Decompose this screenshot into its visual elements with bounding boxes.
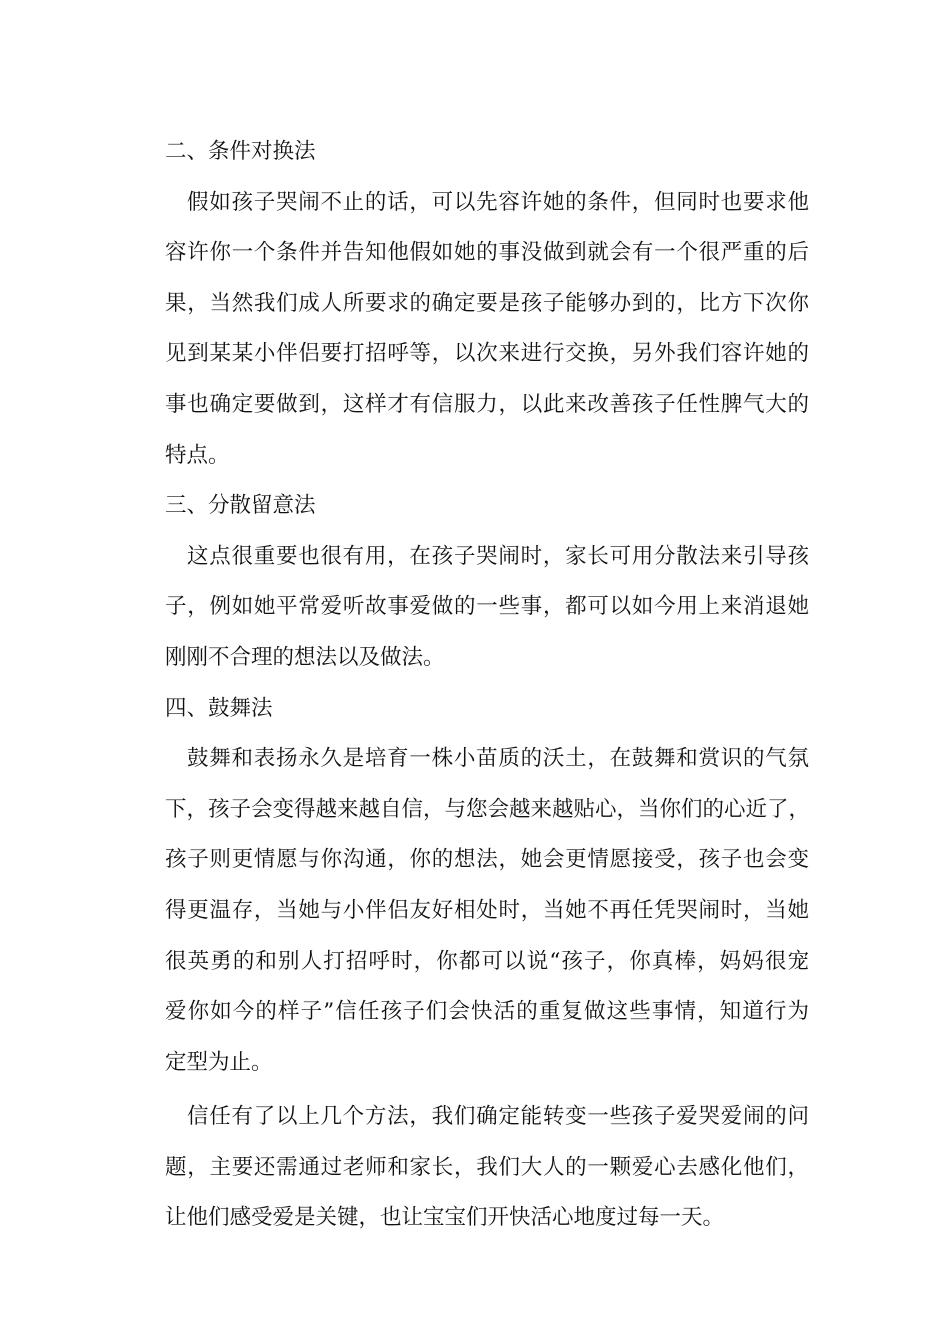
section-heading: 四、鼓舞法 bbox=[165, 695, 273, 721]
paragraph-line: 让他们感受爱是关键，也让宝宝们开快活心地度过每一天。 bbox=[165, 1205, 725, 1231]
paragraph-line: 题，主要还需通过老师和家长，我们大人的一颗爱心去感化他们， bbox=[165, 1154, 809, 1180]
paragraph-line: 刚刚不合理的想法以及做法。 bbox=[165, 644, 445, 670]
paragraph-line: 鼓舞和表扬永久是培育一株小苗质的沃土，在鼓舞和赏识的气氛 bbox=[187, 746, 809, 772]
section-paragraph bbox=[143, 532, 809, 684]
paragraph-line: 信任有了以上几个方法，我们确定能转变一些孩子爱哭爱闹的问 bbox=[187, 1104, 809, 1130]
paragraph-line: 得更温存，当她与小伴侣友好相处时，当她不再任凭哭闹时，当她 bbox=[165, 897, 809, 923]
paragraph-line: 果，当然我们成人所要求的确定要是孩子能够办到的，比方下次你 bbox=[165, 290, 809, 316]
paragraph-line: 假如孩子哭闹不止的话，可以先容许她的条件，但同时也要求他 bbox=[187, 189, 809, 215]
section-heading: 二、条件对换法 bbox=[165, 139, 316, 164]
paragraph-line: 这点很重要也很有用，在孩子哭闹时，家长可用分散法来引导孩 bbox=[187, 543, 809, 569]
section-paragraph bbox=[143, 178, 809, 482]
section-paragraph bbox=[143, 734, 809, 1088]
paragraph-line: 下，孩子会变得越来越自信，与您会越来越贴心，当你们的心近了， bbox=[165, 796, 811, 822]
paragraph-line: 见到某某小伴侣要打招呼等，以次来进行交换，另外我们容许她的 bbox=[165, 341, 809, 367]
paragraph-line: 子，例如她平常爱听故事爱做的一些事，都可以如今用上来消退她 bbox=[165, 594, 809, 620]
paragraph-line: 容许你一个条件并告知他假如她的事没做到就会有一个很严重的后 bbox=[165, 240, 809, 266]
paragraph-line: 定型为止。 bbox=[165, 1049, 273, 1075]
paragraph-line: 爱你如今的样子”信任孩子们会快活的重复做这些事情，知道行为 bbox=[165, 999, 809, 1025]
paragraph-line: 特点。 bbox=[165, 442, 230, 468]
section-heading: 三、分散留意法 bbox=[165, 493, 316, 519]
paragraph-line: 很英勇的和别人打招呼时，你都可以说“孩子，你真棒，妈妈很宠 bbox=[165, 948, 809, 974]
closing-paragraph bbox=[143, 1092, 809, 1244]
paragraph-line: 孩子则更情愿与你沟通，你的想法，她会更情愿接受，孩子也会变 bbox=[165, 847, 809, 873]
document-body bbox=[143, 127, 809, 1244]
paragraph-line: 事也确定要做到，这样才有信服力，以此来改善孩子任性脾气大的 bbox=[165, 391, 809, 417]
